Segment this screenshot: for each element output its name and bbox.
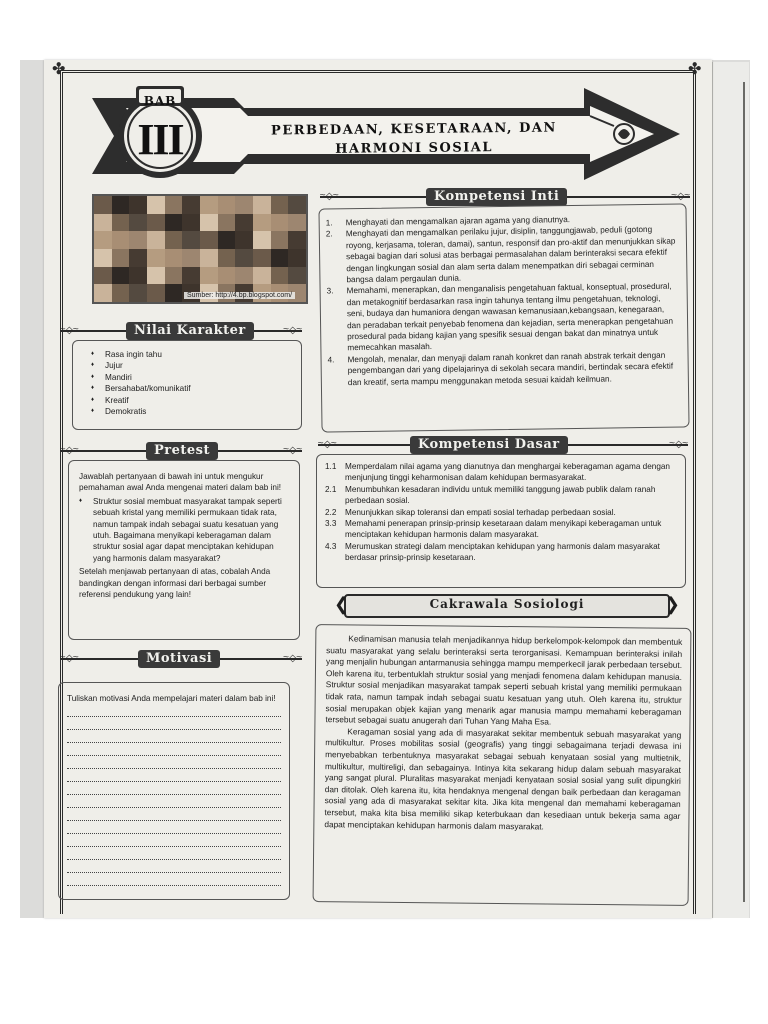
answer-line[interactable] [67, 821, 281, 834]
answer-line[interactable] [67, 730, 281, 743]
pretest-box [68, 460, 300, 640]
cakrawala-sosiologi-heading [334, 590, 680, 620]
kompetensi-dasar-list [325, 461, 677, 564]
collage-tile [218, 267, 236, 285]
item-text: Merumuskan strategi dalam menciptakan kehidupan yang harmonis dalam masyarakat berdasar prinsip-prinsip kesetaraan. [345, 541, 660, 563]
scroll-ornament-icon: ≈◇≈ [60, 653, 79, 664]
collage-tile [112, 196, 130, 214]
kompetensi-dasar-item [325, 518, 677, 541]
pretest-question: Struktur sosial membuat masyarakat tampak seperti sebuah kristal yang memiliki permukaan tidak rata, namun tampak indah sebagai suatu kesatuan yang utuh. Bagaimana menyikapi keberagaman dalam struktur sosial agar dapat menciptakan kehidupan yang harmonis dalam masyarakat? [93, 496, 282, 563]
collage-tile [112, 267, 130, 285]
kompetensi-dasar-box [316, 454, 686, 588]
collage-tile [165, 249, 183, 267]
collage-tile [271, 231, 289, 249]
collage-tile [94, 214, 112, 232]
nilai-karakter-item: ♦ Bersahabat/komunikatif [91, 383, 293, 394]
scroll-ornament-icon: ≈◇≈ [283, 653, 302, 664]
motivasi-heading [60, 650, 302, 668]
nilai-karakter-heading [60, 322, 302, 340]
chapter-number: III [137, 115, 183, 164]
collage-tile [288, 249, 306, 267]
kompetensi-inti-list [326, 213, 680, 389]
answer-line[interactable] [67, 704, 281, 717]
collage-tile [182, 214, 200, 232]
collage-tile [112, 214, 130, 232]
answer-line[interactable] [67, 795, 281, 808]
kompetensi-dasar-item [325, 541, 677, 564]
collage-tile [129, 214, 147, 232]
collage-tile [147, 267, 165, 285]
collage-tile [112, 249, 130, 267]
scroll-ornament-icon: ≈◇≈ [320, 191, 339, 202]
section-title: Cakrawala Sosiologi [429, 597, 585, 611]
collage-tile [253, 214, 271, 232]
collage-tile [182, 249, 200, 267]
cakrawala-sosiologi-box [313, 624, 692, 906]
collage-tile [94, 267, 112, 285]
scroll-end-icon: ❮ [334, 594, 350, 614]
pretest-heading [60, 442, 302, 460]
collage-tile [200, 249, 218, 267]
document-page [44, 60, 712, 918]
motivasi-box [58, 682, 290, 900]
item-text: Menumbuhkan kesadaran individu untuk memiliki tanggung jawab publik dalam ranah perbedaan sosial. [345, 484, 656, 506]
nilai-karakter-item: ♦ Jujur [91, 360, 293, 371]
collage-tile [253, 249, 271, 267]
collage-tile [94, 196, 112, 214]
collage-tile [218, 249, 236, 267]
collage-tile [147, 196, 165, 214]
section-title: Pretest [146, 442, 218, 460]
cakrawala-paragraph: Kedinamisan manusia telah menjadikannya hidup berkelompok-kelompok dan membentuk suatu masyarakat yang selalu berinteraksi serta terorganisasi. Kemampuan berinteraksi inilah yang menjalin hubungan antarmanusia sehingga mampu memperkecil jarak perbedaan tersebut. Oleh karena itu, terbentuklah struktur sosial yang menjadi fenomena dalam kehidupan manusia. Struktur sosial menjadikan masyarakat tampak seperti sebuah kristal yang memiliki permukaan tidak rata, namun tampak indah sebagai suatu kesatuan yang utuh. Oleh karena itu, struktur sosial merupakan objek kajian yang menarik agar manusia mampu memahami keberagaman tersebut sebagai suatu anugerah dari Tuhan Yang Maha Esa. [325, 633, 683, 727]
collage-tile [288, 214, 306, 232]
nilai-karakter-item: ♦ Demokratis [91, 406, 293, 417]
item-number: 3. [326, 286, 334, 296]
collage-tile [129, 249, 147, 267]
cakrawala-paragraph: Keragaman sosial yang ada di masyarakat sekitar membentuk sebuah masyarakat yang multikultur. Proses mobilitas sosial (geografis) yang tinggi sebagaimana terjadi dewasa ini menyebabkan terbentuknya masyarakat sebagai sebuah kenyataan sosial yang multietnik, multikultur, multireligi, dan sebagainya. Intinya kita sekarang hidup dalam sebuah masyarakat yang sangat plural. Pluralitas masyarakat menjadi kenyataan sosial sosial yang sulit dipungkiri dan ditolak. Oleh karena itu, kita hendaknya mengenal dengan baik perbedaan dan keragaman sosial yang ada di masyarakat sekitar kita. Jika kita mengenal dan memahami keberagaman tersebut, maka kita bisa memiliki sikap keterbukaan dan kesediaan untuk bekerja sama agar dapat menciptakan kehidupan harmonis dalam masyarakat. [324, 726, 682, 831]
collage-tile [200, 214, 218, 232]
collage-tile [271, 267, 289, 285]
answer-line[interactable] [67, 756, 281, 769]
item-number: 4. [327, 355, 335, 365]
collage-tile [165, 214, 183, 232]
scroll-ornament-icon: ≈◇≈ [671, 191, 690, 202]
diamond-bullet-icon: ♦ [79, 497, 83, 504]
nilai-karakter-item: ♦ Kreatif [91, 395, 293, 406]
corner-ornament-icon: ✤ [688, 61, 702, 78]
collage-tile [147, 284, 165, 302]
collage-tile [129, 196, 147, 214]
image-source-caption: Sumber: http://4.bp.blogspot.com/ [184, 292, 295, 299]
bab-label: BAB [143, 94, 177, 108]
collage-tile [218, 196, 236, 214]
collage-tile [129, 231, 147, 249]
item-text: Memperdalam nilai agama yang dianutnya dan menghargai keberagaman agama dengan menjunjung tinggi keharmonisan dalam kehidupan bermasyarakat. [345, 462, 670, 483]
answer-line[interactable] [67, 860, 281, 873]
item-number: 2.1 [325, 484, 337, 494]
kompetensi-inti-item [327, 349, 679, 388]
collage-tile [165, 196, 183, 214]
collage-tile [147, 249, 165, 267]
answer-lines[interactable] [67, 704, 281, 886]
kompetensi-inti-item [326, 224, 679, 286]
item-number: 1.1 [325, 462, 337, 471]
item-text: Menunjukkan sikap toleransi dan empati sosial terhadap perbedaan sosial. [345, 507, 616, 517]
collage-tile [165, 284, 183, 302]
kompetensi-dasar-item [325, 484, 677, 507]
answer-line[interactable] [67, 834, 281, 847]
collage-tile [182, 267, 200, 285]
answer-line[interactable] [67, 717, 281, 730]
nilai-karakter-item: ♦ Rasa ingin tahu [91, 349, 293, 360]
collage-tile [235, 267, 253, 285]
collage-tile [271, 196, 289, 214]
scroll-ornament-icon: ≈◇≈ [669, 439, 688, 450]
adjacent-page-edge [712, 62, 749, 918]
collage-tile [129, 284, 147, 302]
collage-tile [94, 249, 112, 267]
nilai-karakter-item: ♦ Mandiri [91, 372, 293, 383]
pretest-intro: Jawablah pertanyaan di bawah ini untuk mengukur pemahaman awal Anda mengenai materi dalam bab ini! [79, 472, 282, 493]
answer-line[interactable] [67, 808, 281, 821]
collage-tile [235, 249, 253, 267]
item-number: 2.2 [325, 507, 337, 517]
motivasi-prompt: Tuliskan motivasi Anda mempelajari materi dalam bab ini! [67, 694, 276, 703]
scroll-ornament-icon: ≈◇≈ [283, 445, 302, 456]
corner-ornament-icon: ✤ [52, 61, 66, 78]
answer-line[interactable] [67, 847, 281, 860]
section-title: Motivasi [138, 650, 220, 668]
collage-tile [182, 196, 200, 214]
item-number: 3.3 [325, 519, 337, 529]
collage-tile [288, 231, 306, 249]
item-number: 1. [325, 218, 333, 228]
scroll-ornament-icon: ≈◇≈ [60, 445, 79, 456]
nilai-karakter-list [91, 349, 293, 417]
collage-tile [147, 231, 165, 249]
collage-tile [94, 284, 112, 302]
item-text: Memahami, menerapkan, dan menganalisis pengetahuan faktual, konseptual, prosedural, dan metakognitif berdasarkan rasa ingin tahunya tentang ilmu pengetahuan, teknologi, seni, budaya dan humaniora dengan wawasan kemanusiaan,kebangsaan, kenegaraan, dan peradaban terkait penyebab fenomena dan kejadian, serta menerapkan pengetahuan prosedural pada bidang kajian yang spesifik sesuai dengan bakat dan minatnya untuk memecahkan masalah. [346, 282, 674, 353]
collage-tile [200, 196, 218, 214]
collage-tile [200, 231, 218, 249]
chapter-title: PERBEDAAN, KESETARAAN, DAN HARMONI SOSIAL [270, 120, 557, 157]
collage-tile [288, 267, 306, 285]
collage-tile [147, 214, 165, 232]
item-text: Mengolah, menalar, dan menyaji dalam ranah konkret dan ranah abstrak terkait dengan pengembangan dari yang dipelajarinya di sekolah secara mandiri, bertindak secara efektif dan kreatif, serta mampu menggunakan metoda sesuai kaidah keilmuan. [347, 350, 674, 387]
section-title: Nilai Karakter [126, 322, 254, 340]
collage-tile [253, 231, 271, 249]
section-title: Kompetensi Dasar [410, 436, 568, 454]
collage-tile [112, 284, 130, 302]
kompetensi-inti-item [327, 281, 680, 354]
item-number: 2. [325, 229, 333, 239]
collage-tile [112, 231, 130, 249]
item-text: Memahami penerapan prinsip-prinsip kesetaraan dalam menyikapi keberagaman untuk menciptakan kehidupan harmonis dalam masyarakat. [345, 519, 662, 540]
kompetensi-dasar-item [325, 507, 677, 518]
section-title: Kompetensi Inti [426, 188, 567, 206]
collage-tile [182, 231, 200, 249]
collage-tile [218, 214, 236, 232]
faces-collage-image [92, 194, 308, 304]
collage-tile [200, 267, 218, 285]
collage-tile [288, 196, 306, 214]
kompetensi-dasar-heading [318, 436, 688, 454]
nilai-karakter-box [72, 340, 302, 430]
chapter-banner [84, 80, 684, 188]
collage-tile [235, 231, 253, 249]
answer-line[interactable] [67, 873, 281, 886]
collage-tile [271, 249, 289, 267]
item-text: Menghayati dan mengamalkan perilaku jujur, disiplin, tanggungjawab, peduli (gotong royong, kerjasama, toleran, damai), santun, responsif dan pro-aktif dan menunjukkan sikap sebagai bagian dari solusi atas berbagai permasalahan dalam berinteraksi secara efektif dengan lingkungan sosial dan alam serta dalam menempatkan diri sebagai cerminan bangsa dalam pergaulan dunia. [345, 225, 676, 285]
answer-line[interactable] [67, 743, 281, 756]
collage-tile [94, 231, 112, 249]
item-number: 4.3 [325, 541, 337, 551]
collage-tile [253, 196, 271, 214]
pretest-outro: Setelah menjawab pertanyaan di atas, cobalah Anda bandingkan dengan informasi dari berbagai sumber referensi pendukung yang lain! [79, 567, 271, 600]
collage-tile [235, 214, 253, 232]
collage-tile [165, 231, 183, 249]
collage-tile [271, 214, 289, 232]
answer-line[interactable] [67, 769, 281, 782]
item-text: Menghayati dan mengamalkan ajaran agama yang dianutnya. [345, 215, 571, 228]
collage-tile [129, 267, 147, 285]
kompetensi-inti-box [318, 203, 689, 432]
scroll-ornament-icon: ≈◇≈ [318, 439, 337, 450]
scroll-end-icon: ❯ [664, 594, 680, 614]
collage-tile [165, 267, 183, 285]
scroll-ornament-icon: ≈◇≈ [283, 325, 302, 336]
kompetensi-dasar-item [325, 461, 677, 484]
collage-tile [218, 231, 236, 249]
collage-tile [235, 196, 253, 214]
scroll-ornament-icon: ≈◇≈ [60, 325, 79, 336]
collage-tile [253, 267, 271, 285]
answer-line[interactable] [67, 782, 281, 795]
